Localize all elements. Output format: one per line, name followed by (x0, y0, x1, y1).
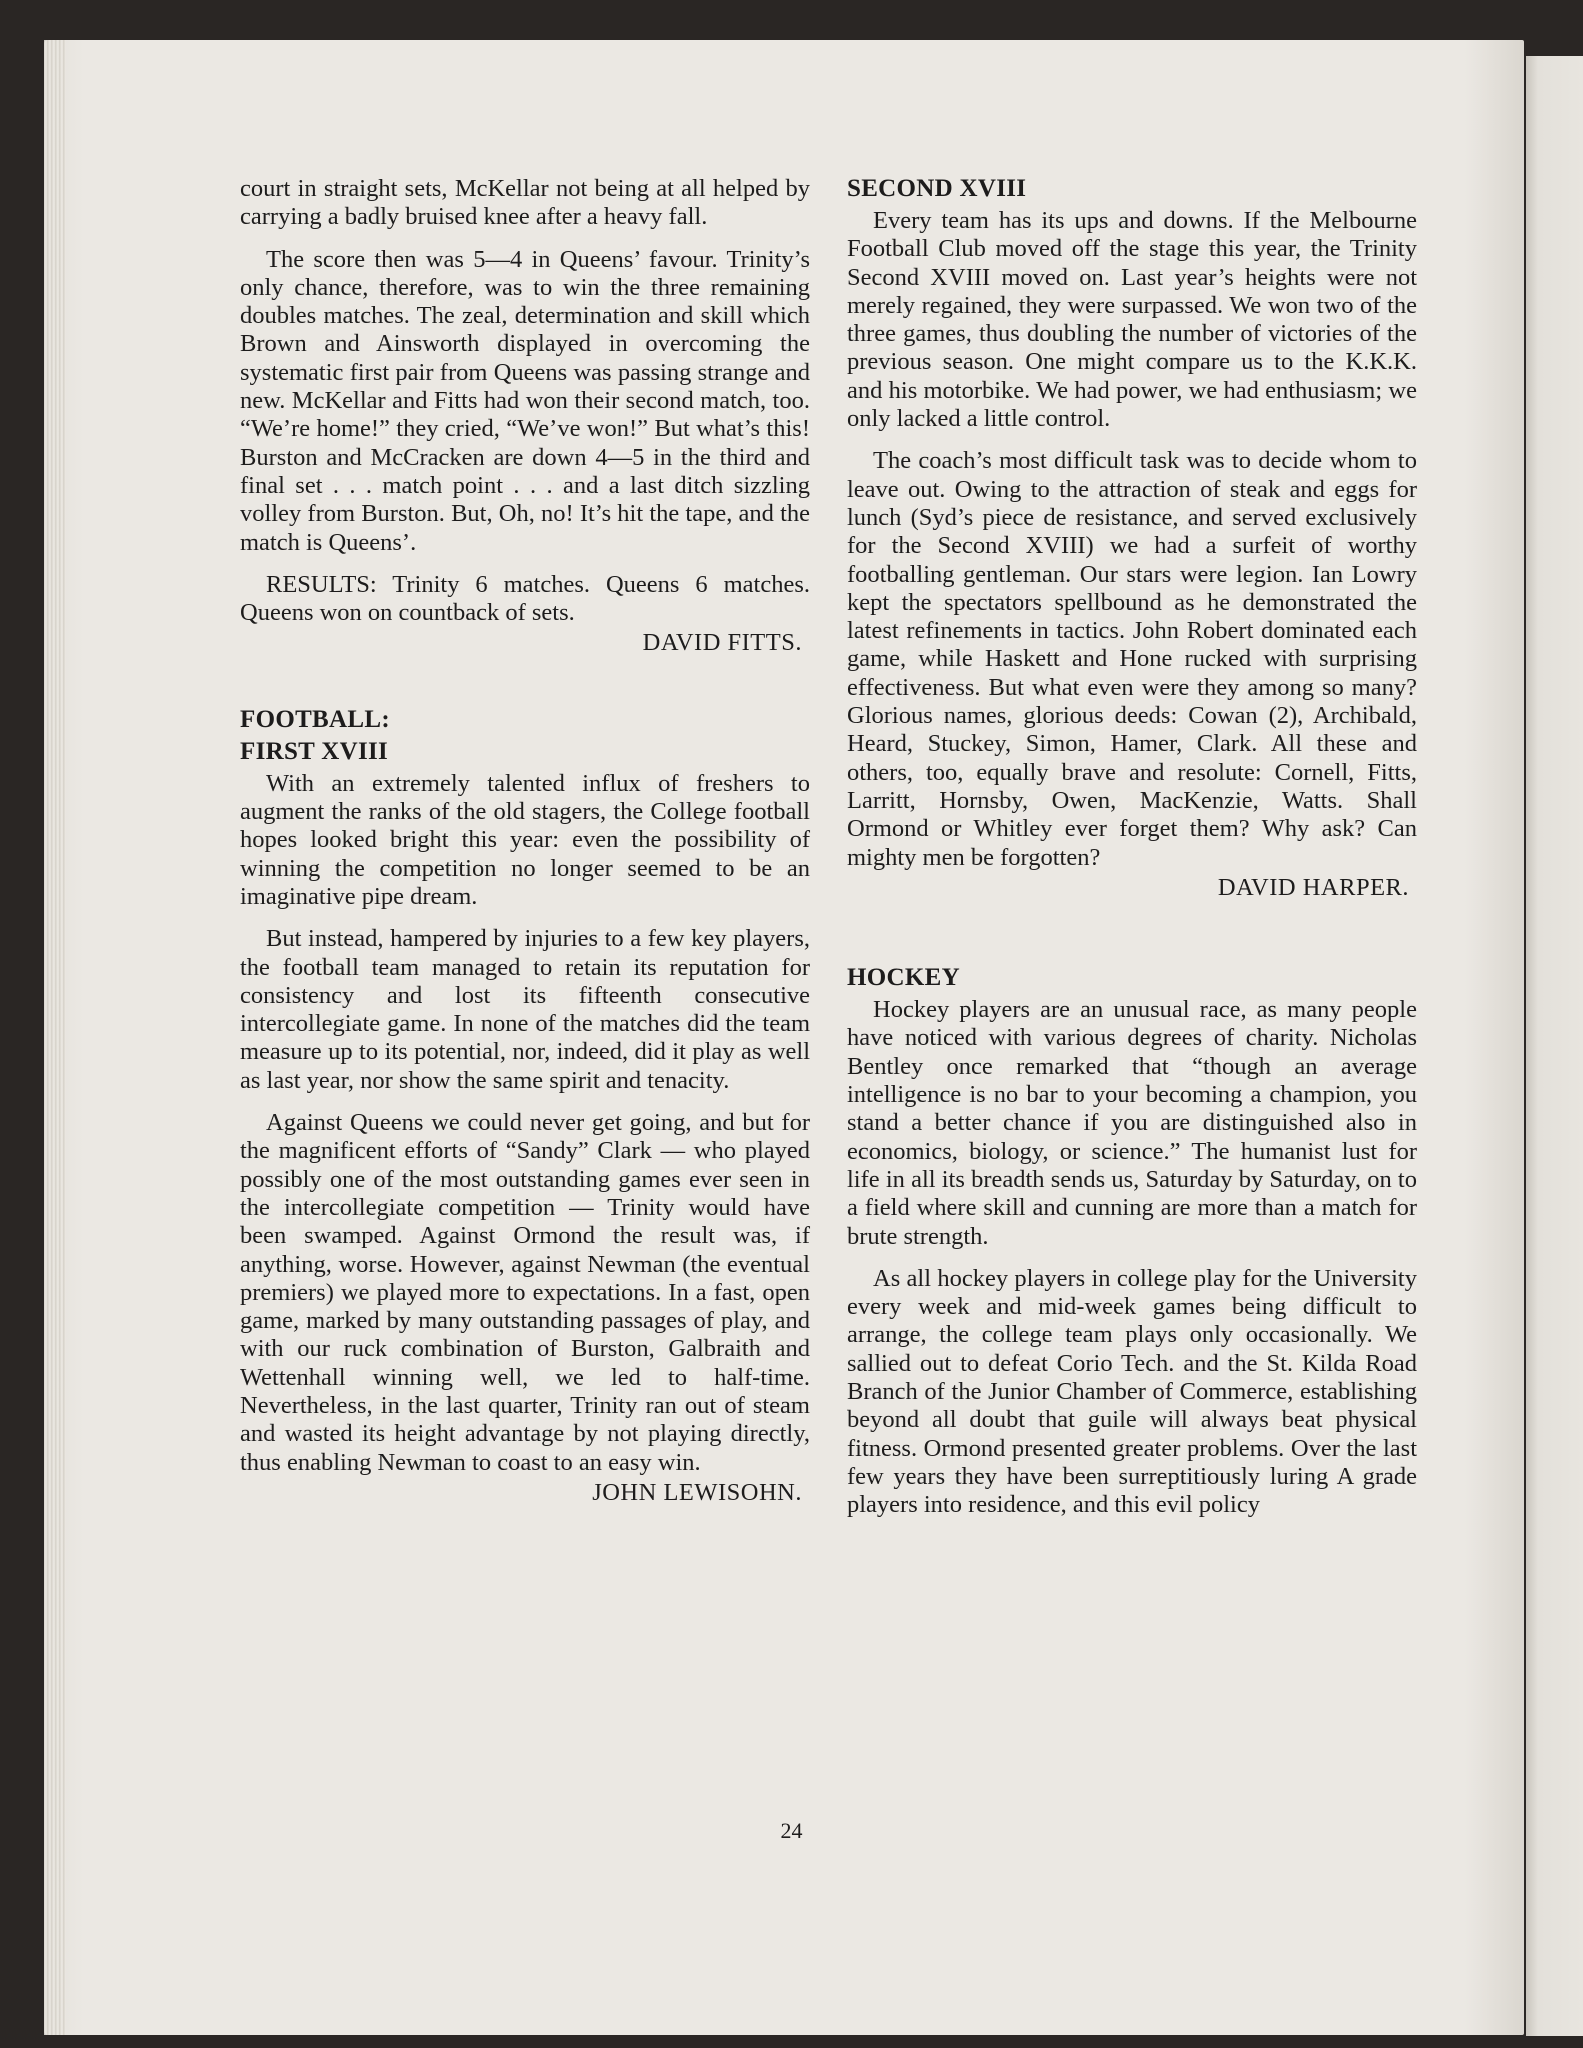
section-gap (847, 902, 1417, 964)
hockey-paragraph: As all hockey players in college play for the University every week and mid-week games being difficult to arrange, the college team plays only occasionally. We sallied out to defeat Corio Tech. and the St. Kilda Road Branch of the Junior Chamber of Commerce, establishing beyond all doubt that guile will always beat physical fitness. Ormond presented greater problems. Over the last few years they have been surreptitiously luring A grade players into residence, and this evil policy (847, 1264, 1417, 1519)
left-column (240, 175, 810, 1507)
football-paragraph: But instead, hampered by injuries to a few key players, the football team managed to retain its reputation for consistency and lost its fifteenth consecutive intercollegiate game. In none of the matches did the team measure up to its potential, nor, indeed, did it play as well as last year, nor show the same spirit and tenacity. (240, 925, 810, 1094)
football-paragraph: Against Queens we could never get going, and but for the magnificent efforts of “Sandy” Clark — who played possibly one of the most outstanding games ever seen in the intercollegiate competition — Trinity would have been swamped. Against Ormond the result was, if anything, worse. However, against Newman (the eventual premiers) we played more to expectations. In a fast, open game, marked by many outstanding passages of play, and with our ruck combination of Burston, Galbraith and Wettenhall winning well, we led to half-time. Nevertheless, in the last quarter, Trinity ran out of steam and wasted its height advantage by not playing directly, thus enabling Newman to coast to an easy win. (240, 1109, 810, 1476)
tennis-signature: DAVID FITTS. (642, 629, 802, 657)
second-xviii-paragraph: Every team has its ups and downs. If the Melbourne Football Club moved off the stage this year, the Trinity Second XVIII moved on. Last year’s heights were not merely regained, they were surpassed. We won two of the three games, thus doubling the number of victories of the previous season. One might compare us to the K.K.K. and his motorbike. We had power, we had enthusiasm; we only lacked a little control. (847, 207, 1417, 433)
second-xviii-heading: SECOND XVIII (847, 175, 1027, 202)
tennis-paragraph: The score then was 5—4 in Queens’ favour. Trinity’s only chance, therefore, was to win the three remaining doubles matches. The zeal, determination and skill which Brown and Ainsworth displayed in overcoming the systematic first pair from Queens was passing strange and new. McKellar and Fitts had won their second match, too. “We’re home!” they cried, “We’ve won!” But what’s this! Burston and McCracken are down 4—5 in the third and final set . . . match point . . . and a last ditch sizzling volley from Burston. But, Oh, no! It’s hit the tape, and the match is Queens’. (240, 245, 810, 556)
football-paragraph: With an extremely talented influx of freshers to augment the ranks of the old stagers, the College football hopes looked bright this year: even the possibility of winning the competition no longer seemed to be an imaginative pipe dream. (240, 769, 810, 910)
right-column (847, 175, 1417, 1533)
tennis-results: RESULTS: Trinity 6 matches. Queens 6 matches. Queens won on countback of sets. (240, 570, 810, 627)
page-binding-edge (44, 40, 66, 2035)
hockey-heading: HOCKEY (847, 964, 960, 992)
page-number: 24 (780, 1818, 803, 1843)
football-signature: JOHN LEWISOHN. (592, 1478, 802, 1506)
football-subheading: FIRST XVIII (240, 737, 389, 765)
section-gap (240, 658, 810, 706)
second-xviii-paragraph: The coach’s most difficult task was to decide whom to leave out. Owing to the attraction of steak and eggs for lunch (Syd’s piece de resistance, and served exclusively for the Second XVIII) we had a surfeit of worthy footballing gentleman. Our stars were legion. Ian Lowry kept the spectators spellbound as he demonstrated the latest refinements in tactics. John Robert dominated each game, while Haskett and Hone rucked with surprising effectiveness. But what even were they among so many? Glorious names, glorious deeds: Cowan (2), Archibald, Heard, Stuckey, Simon, Hamer, Clark. All these and others, too, equally brave and resolute: Cornell, Fitts, Larritt, Hornsby, Owen, MacKenzie, Watts. Shall Ormond or Whitley ever forget them? Why ask? Can mighty men be forgotten? (847, 447, 1417, 871)
next-page-edge (1526, 56, 1583, 2036)
hockey-paragraph: Hockey players are an unusual race, as many people have noticed with various degrees of charity. Nicholas Bentley once remarked that “though an average intelligence is no bar to your becoming a champion, you stand a better chance if you are distinguished also in economics, biology, or science.” The humanist lust for life in all its breadth sends us, Saturday by Saturday, on to a field where skill and cunning are more than a match for brute strength. (847, 996, 1417, 1250)
second-xviii-signature: DAVID HARPER. (1217, 873, 1409, 901)
continued-paragraph: court in straight sets, McKellar not being at all helped by carrying a badly bruised knee after a heavy fall. (240, 175, 810, 231)
football-heading: FOOTBALL: (240, 705, 390, 733)
